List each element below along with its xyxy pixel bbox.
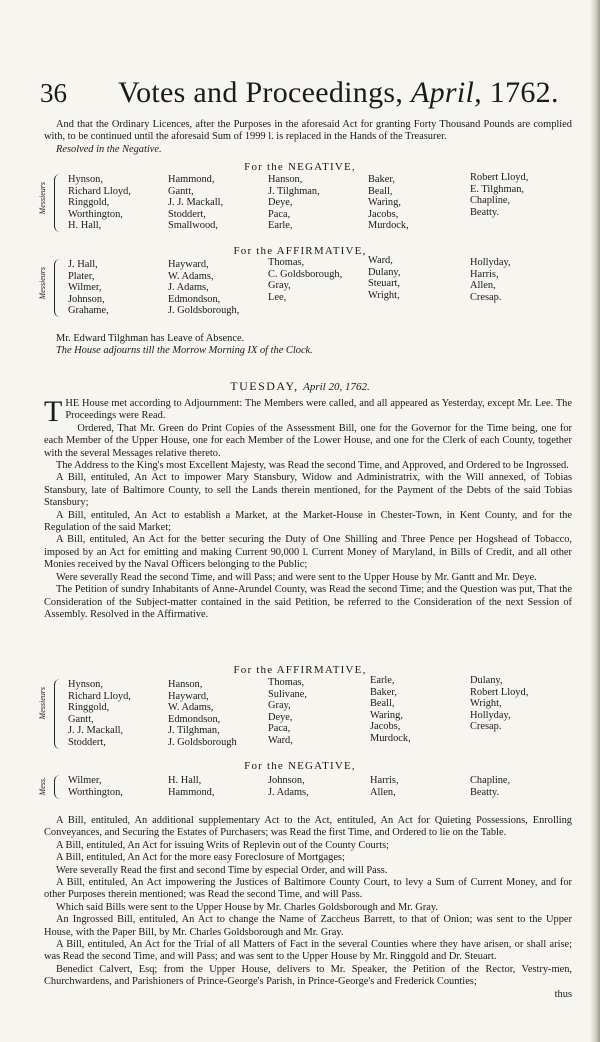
- member-name: Ward,: [368, 255, 393, 266]
- tuesday-proceedings: [44, 395, 572, 621]
- paragraph: Which said Bills were sent to the Upper House by Mr. Charles Goldsborough and Mr. Gray.: [56, 901, 438, 913]
- member-name: J. Hall,: [68, 259, 98, 270]
- member-name: Robert Lloyd,: [470, 172, 529, 183]
- page-header: [40, 76, 580, 110]
- member-name: Cresap.: [470, 291, 502, 303]
- vote-list-affirmative-2: [38, 675, 580, 751]
- member-name: E. Tilghman,: [470, 183, 524, 195]
- member-name: Baker,: [370, 686, 397, 698]
- paragraph: A Bill, entituled, An additional supplementary Act to the Act, entituled, An Act for Quieting Possessions, Enrolling Conveyances, and Securing the Estates of Purchasers; was Read the first Time, and Ordered to lie on the Table.: [44, 815, 572, 839]
- member-name: Allen,: [470, 280, 496, 292]
- catchword: thus: [554, 988, 572, 1000]
- member-name: Thomas,: [268, 257, 305, 268]
- member-name: Hynson,: [68, 679, 103, 690]
- name-column: [68, 174, 131, 232]
- member-name: Johnson,: [268, 775, 305, 786]
- brace: [54, 174, 65, 232]
- member-name: Worthington,: [68, 208, 123, 220]
- messieurs-label: Messieurs: [38, 182, 47, 215]
- member-name: Chapline,: [470, 775, 511, 786]
- member-name: Grahame,: [68, 305, 109, 317]
- member-name: C. Goldsborough,: [268, 268, 343, 280]
- name-column: [470, 675, 528, 733]
- day-date: April 20, 1762.: [303, 381, 370, 393]
- name-column: [168, 259, 239, 317]
- member-name: Hynson,: [68, 174, 103, 185]
- vote-heading: For the NEGATIVE,: [244, 161, 356, 173]
- name-column: [370, 775, 399, 798]
- member-name: W. Adams,: [168, 270, 214, 282]
- member-name: Smallwood,: [168, 220, 218, 232]
- member-name: Stoddert,: [168, 208, 206, 220]
- name-column: [370, 675, 411, 745]
- member-name: Gantt,: [168, 185, 194, 197]
- member-name: Edmondson,: [168, 293, 221, 305]
- member-name: Lee,: [268, 291, 287, 303]
- member-name: Murdock,: [370, 732, 411, 744]
- name-column: [168, 174, 223, 232]
- leave-of-absence: Mr. Edward Tilghman has Leave of Absence.: [56, 333, 245, 344]
- member-name: Hanson,: [268, 174, 303, 185]
- paragraph: A Bill, entituled, An Act impowering the Justices of Baltimore County Court, to levy a Sum of Current Money, and for other Purposes therein mentioned; was Read the second Time, and will Pass.: [44, 877, 572, 901]
- title-month: April,: [410, 76, 482, 109]
- title-prefix: Votes and Proceedings,: [118, 76, 404, 109]
- top-text: [44, 119, 572, 156]
- member-name: Stoddert,: [68, 736, 106, 748]
- name-column: [168, 679, 237, 749]
- member-name: Hammond,: [168, 786, 215, 798]
- member-name: Earle,: [370, 675, 395, 686]
- name-column: [268, 677, 307, 747]
- name-column: [368, 255, 401, 301]
- vote-heading: For the NEGATIVE,: [244, 760, 356, 772]
- name-column: [268, 174, 320, 232]
- paragraph: Were severally Read the second Time, and will Pass; and were sent to the Upper House by Mr. Gantt and Mr. Deye.: [56, 571, 537, 583]
- member-name: Earle,: [268, 220, 293, 232]
- member-name: Waring,: [370, 709, 403, 721]
- name-column: [470, 257, 511, 303]
- member-name: J. J. Mackall,: [68, 725, 124, 737]
- member-name: Ward,: [268, 734, 293, 746]
- day-name: TUESDAY,: [230, 379, 299, 393]
- member-name: Deye,: [268, 711, 293, 723]
- member-name: Thomas,: [268, 677, 305, 688]
- name-column: [68, 259, 109, 317]
- member-name: Harris,: [470, 268, 499, 280]
- paragraph: [44, 395, 572, 428]
- member-name: Robert Lloyd,: [470, 686, 529, 698]
- member-name: Beall,: [370, 698, 395, 710]
- member-name: Wright,: [470, 698, 502, 710]
- member-name: Plater,: [68, 270, 95, 282]
- absence-notes: [44, 333, 572, 358]
- paragraph: A Bill, entituled, An Act to impower Mary Stansbury, Widow and Administratrix, with the Will annexed, of Tobias Stansbury, late of Baltimore County, to sell the Lands therein mentioned, for the Payment of the Debts of the said Tobias Stansbury;: [44, 472, 572, 509]
- member-name: J. Goldsborough,: [168, 305, 240, 317]
- name-column: [268, 775, 309, 798]
- paragraph: A Bill, entituled, An Act for the Trial of all Matters of Fact in the several Counties where they have arisen, or shall arise; was Read the second Time, and will Pass; and was sent to the Upper House by Mr. Ringgold and Dr. Steuart.: [44, 939, 572, 963]
- page-number: 36: [40, 78, 67, 108]
- vote-heading: For the AFFIRMATIVE,: [233, 664, 367, 676]
- messieurs-label: Messieurs: [38, 687, 47, 720]
- member-name: J. Adams,: [268, 786, 309, 798]
- member-name: Wilmer,: [68, 775, 102, 786]
- closing-proceedings: [44, 815, 572, 1001]
- member-name: J. Tilghman,: [168, 725, 220, 737]
- member-name: Gray,: [268, 280, 291, 292]
- name-column: [68, 679, 131, 749]
- member-name: Hayward,: [168, 690, 209, 702]
- member-name: Hollyday,: [470, 257, 511, 268]
- page-edge-shadow: [590, 0, 600, 1042]
- vote-list-negative-1: [40, 174, 580, 234]
- member-name: Beatty.: [470, 206, 500, 218]
- paragraph: And that the Ordinary Licences, after the Purposes in the aforesaid Act for granting Forty Thousand Pounds are complied with, to be continued until the aforesaid Sum of 1999 l. is replaced in the Hands of the Treasurer.: [44, 119, 572, 143]
- name-column: [68, 775, 123, 798]
- name-column: [470, 775, 510, 798]
- drop-capital: T: [44, 395, 63, 428]
- member-name: Beall,: [368, 185, 393, 197]
- member-name: Edmondson,: [168, 713, 221, 725]
- paragraph: Benedict Calvert, Esq; from the Upper House, delivers to Mr. Speaker, the Petition of the Rector, Vestry-men, Churchwardens, and Parishioners of Prince-George's Parish, in Prince-George's and Frederick Counties;: [44, 963, 572, 988]
- member-name: Richard Lloyd,: [68, 185, 131, 197]
- member-name: Paca,: [268, 723, 291, 735]
- member-name: Beatty.: [470, 786, 500, 798]
- member-name: Harris,: [370, 775, 399, 786]
- member-name: Baker,: [368, 174, 395, 185]
- page-title: [118, 76, 559, 110]
- member-name: Dulany,: [470, 675, 503, 686]
- member-name: Hammond,: [168, 174, 215, 185]
- paragraph-text: HE House met according to Adjournment: The Members were called, and all appeared as Yesterday, except Mr. Lee. The Proceedings were Read.: [65, 398, 572, 422]
- day-heading: [0, 379, 600, 394]
- paragraph: An Ingrossed Bill, entituled, An Act to change the Name of Zaccheus Barrett, to that of Onion; was sent to the Upper House, with the Paper Bill, by Mr. Charles Goldsborough and Mr. Gray.: [44, 914, 572, 938]
- member-name: Sulivane,: [268, 688, 307, 700]
- name-column: [268, 257, 342, 303]
- member-name: Dulany,: [368, 266, 401, 278]
- member-name: Waring,: [368, 197, 401, 209]
- paragraph: A Bill, entituled, An Act for the more easy Foreclosure of Mortgages;: [56, 852, 345, 864]
- member-name: Murdock,: [368, 220, 409, 232]
- member-name: Cresap.: [470, 721, 502, 733]
- member-name: Worthington,: [68, 786, 123, 798]
- name-column: [168, 775, 214, 798]
- vote-list-negative-2: [40, 775, 580, 801]
- member-name: Hanson,: [168, 679, 203, 690]
- member-name: J. Tilghman,: [268, 185, 320, 197]
- messieurs-label: Mess.: [38, 777, 47, 796]
- name-column: [470, 172, 528, 218]
- paragraph: A Bill, entituled, An Act to establish a Market, at the Market-House in Chester-Town, in Kent County, and for the Regulation of the said Market;: [44, 509, 572, 534]
- brace: [54, 775, 65, 799]
- member-name: Chapline,: [470, 195, 511, 207]
- member-name: J. Adams,: [168, 282, 209, 294]
- member-name: Jacobs,: [370, 721, 401, 733]
- member-name: Paca,: [268, 208, 291, 220]
- paragraph: Ordered, That Mr. Green do Print Copies of the Assessment Bill, one for the Governor for the Time being, one for each Member of the Upper House, one for each Member of the Lower House, and one for the Clerk of each County, together with the several Messages relative thereto.: [44, 422, 572, 459]
- resolution: Resolved in the Negative.: [56, 143, 162, 155]
- member-name: W. Adams,: [168, 702, 214, 714]
- member-name: Johnson,: [68, 293, 105, 305]
- adjournment: The House adjourns till the Morrow Morning IX of the Clock.: [56, 345, 313, 357]
- vote-heading: For the AFFIRMATIVE,: [233, 245, 367, 257]
- paragraph: The Petition of sundry Inhabitants of Anne-Arundel County, was Read the second Time; and the Question was put, That the Consideration of the Subject-matter contained in the said Petition, be referred to the Consideration of the next Session of Assembly. Resolved in the Affirmative.: [44, 584, 572, 620]
- member-name: Wilmer,: [68, 282, 102, 294]
- brace: [54, 679, 65, 749]
- member-name: J. Goldsborough: [168, 736, 237, 748]
- member-name: Deye,: [268, 197, 293, 209]
- brace: [54, 259, 65, 317]
- messieurs-label: Messieurs: [38, 267, 47, 300]
- member-name: J. J. Mackall,: [168, 197, 224, 209]
- member-name: Richard Lloyd,: [68, 690, 131, 702]
- member-name: Ringgold,: [68, 197, 110, 209]
- member-name: Gray,: [268, 700, 291, 712]
- member-name: Wright,: [368, 289, 400, 301]
- member-name: Hollyday,: [470, 709, 511, 721]
- member-name: Steuart,: [368, 278, 401, 290]
- member-name: Allen,: [370, 786, 396, 798]
- vote-list-affirmative-1: [38, 255, 580, 319]
- paragraph: Were severally Read the first and second Time by especial Order, and will Pass.: [56, 864, 388, 876]
- member-name: Jacobs,: [368, 208, 399, 220]
- paragraph: The Address to the King's most Excellent Majesty, was Read the second Time, and Approved, and Ordered to be Ingrossed.: [56, 460, 569, 472]
- paragraph: A Bill, entituled, An Act for the better securing the Duty of One Shilling and Three Pence per Hogshead of Tobacco, imposed by an Act for emitting and making Current 90,000 l. Current Money of Maryland, in Bills of Credit, and all other Monies received by the Naval Officers belonging to the Public;: [44, 534, 572, 571]
- member-name: Ringgold,: [68, 702, 110, 714]
- member-name: Gantt,: [68, 713, 94, 725]
- name-column: [368, 174, 409, 232]
- title-year: 1762.: [489, 76, 559, 109]
- member-name: H. Hall,: [168, 775, 202, 786]
- member-name: H. Hall,: [68, 220, 102, 232]
- member-name: Hayward,: [168, 259, 209, 270]
- paragraph: A Bill, entituled, An Act for issuing Writs of Replevin out of the County Courts;: [56, 839, 390, 851]
